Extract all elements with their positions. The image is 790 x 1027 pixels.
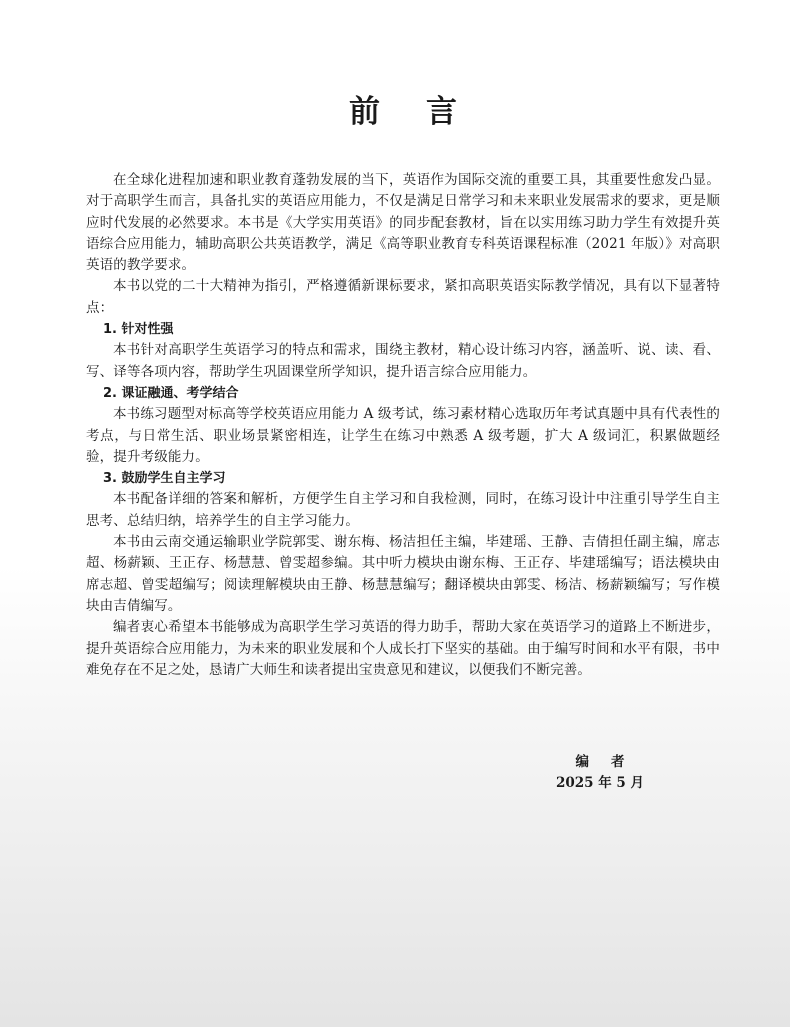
heading-feature-1: 1. 针对性强 xyxy=(103,322,174,338)
heading-feature-3: 3. 鼓励学生自主学习 xyxy=(103,471,226,487)
page-title: 前言 xyxy=(349,94,503,130)
paragraph-feature-1: 本书针对高职学生英语学习的特点和需求，围绕主教材，精心设计练习内容，涵盖听、说、读、看、写、译等各项内容，帮助学生巩固课堂所学知识，提升语言综合应用能力。 xyxy=(86,342,720,380)
signature-date: 2025 年 5 月 xyxy=(555,775,645,791)
paragraph-intro: 在全球化进程加速和职业教育蓬勃发展的当下，英语作为国际交流的重要工具，其重要性愈发凸显。对于高职学生而言，具备扎实的英语应用能力，不仅是满足日常学习和未来职业发展需求的要求，更是顺应时代发展的必然要求。本书是《大学实用英语》的同步配套教材，旨在以实用练习助力学生有效提升英语综合应用能力，辅助高职公共英语教学，满足《高等职业教育专科英语课程标准（2021 年版）》对高职英语的教学要求。 xyxy=(86,172,720,274)
paragraph-features-lead: 本书以党的二十大精神为指引，严格遵循新课标要求，紧扣高职英语实际教学情况，具有以下显著特点： xyxy=(86,278,720,316)
heading-feature-2: 2. 课证融通、考学结合 xyxy=(103,385,239,401)
paragraph-editors: 本书由云南交通运输职业学院郭雯、谢东梅、杨洁担任主编，毕建瑶、王静、吉倩担任副主编，席志超、杨薪颖、王正存、杨慧慧、曾雯超参编。其中听力模块由谢东梅、王正存、毕建瑶编写；语法模块由席志超、曾雯超编写；阅读理解模块由王静、杨慧慧编写；翻译模块由郭雯、杨洁、杨薪颖编写；写作模块由吉倩编写。 xyxy=(86,534,720,614)
signature-author: 编者 xyxy=(575,754,647,770)
paragraph-feature-3: 本书配备详细的答案和解析，方便学生自主学习和自我检测，同时，在练习设计中注重引导学生自主思考、总结归纳，培养学生的自主学习能力。 xyxy=(86,491,720,529)
paragraph-feature-2: 本书练习题型对标高等学校英语应用能力 A 级考试，练习素材精心选取历年考试真题中具有代表性的考点，与日常生活、职业场景紧密相连，让学生在练习中熟悉 A 级考题，扩大 A 级词汇，积累做题经验，提升考级能力。 xyxy=(86,406,720,465)
preface-body xyxy=(86,170,720,681)
paragraph-closing: 编者衷心希望本书能够成为高职学生学习英语的得力助手，帮助大家在英语学习的道路上不断进步，提升英语综合应用能力，为未来的职业发展和个人成长打下坚实的基础。由于编写时间和水平有限，书中难免存在不足之处，恳请广大师生和读者提出宝贵意见和建议，以便我们不断完善。 xyxy=(86,619,720,678)
signature-block xyxy=(530,752,670,794)
